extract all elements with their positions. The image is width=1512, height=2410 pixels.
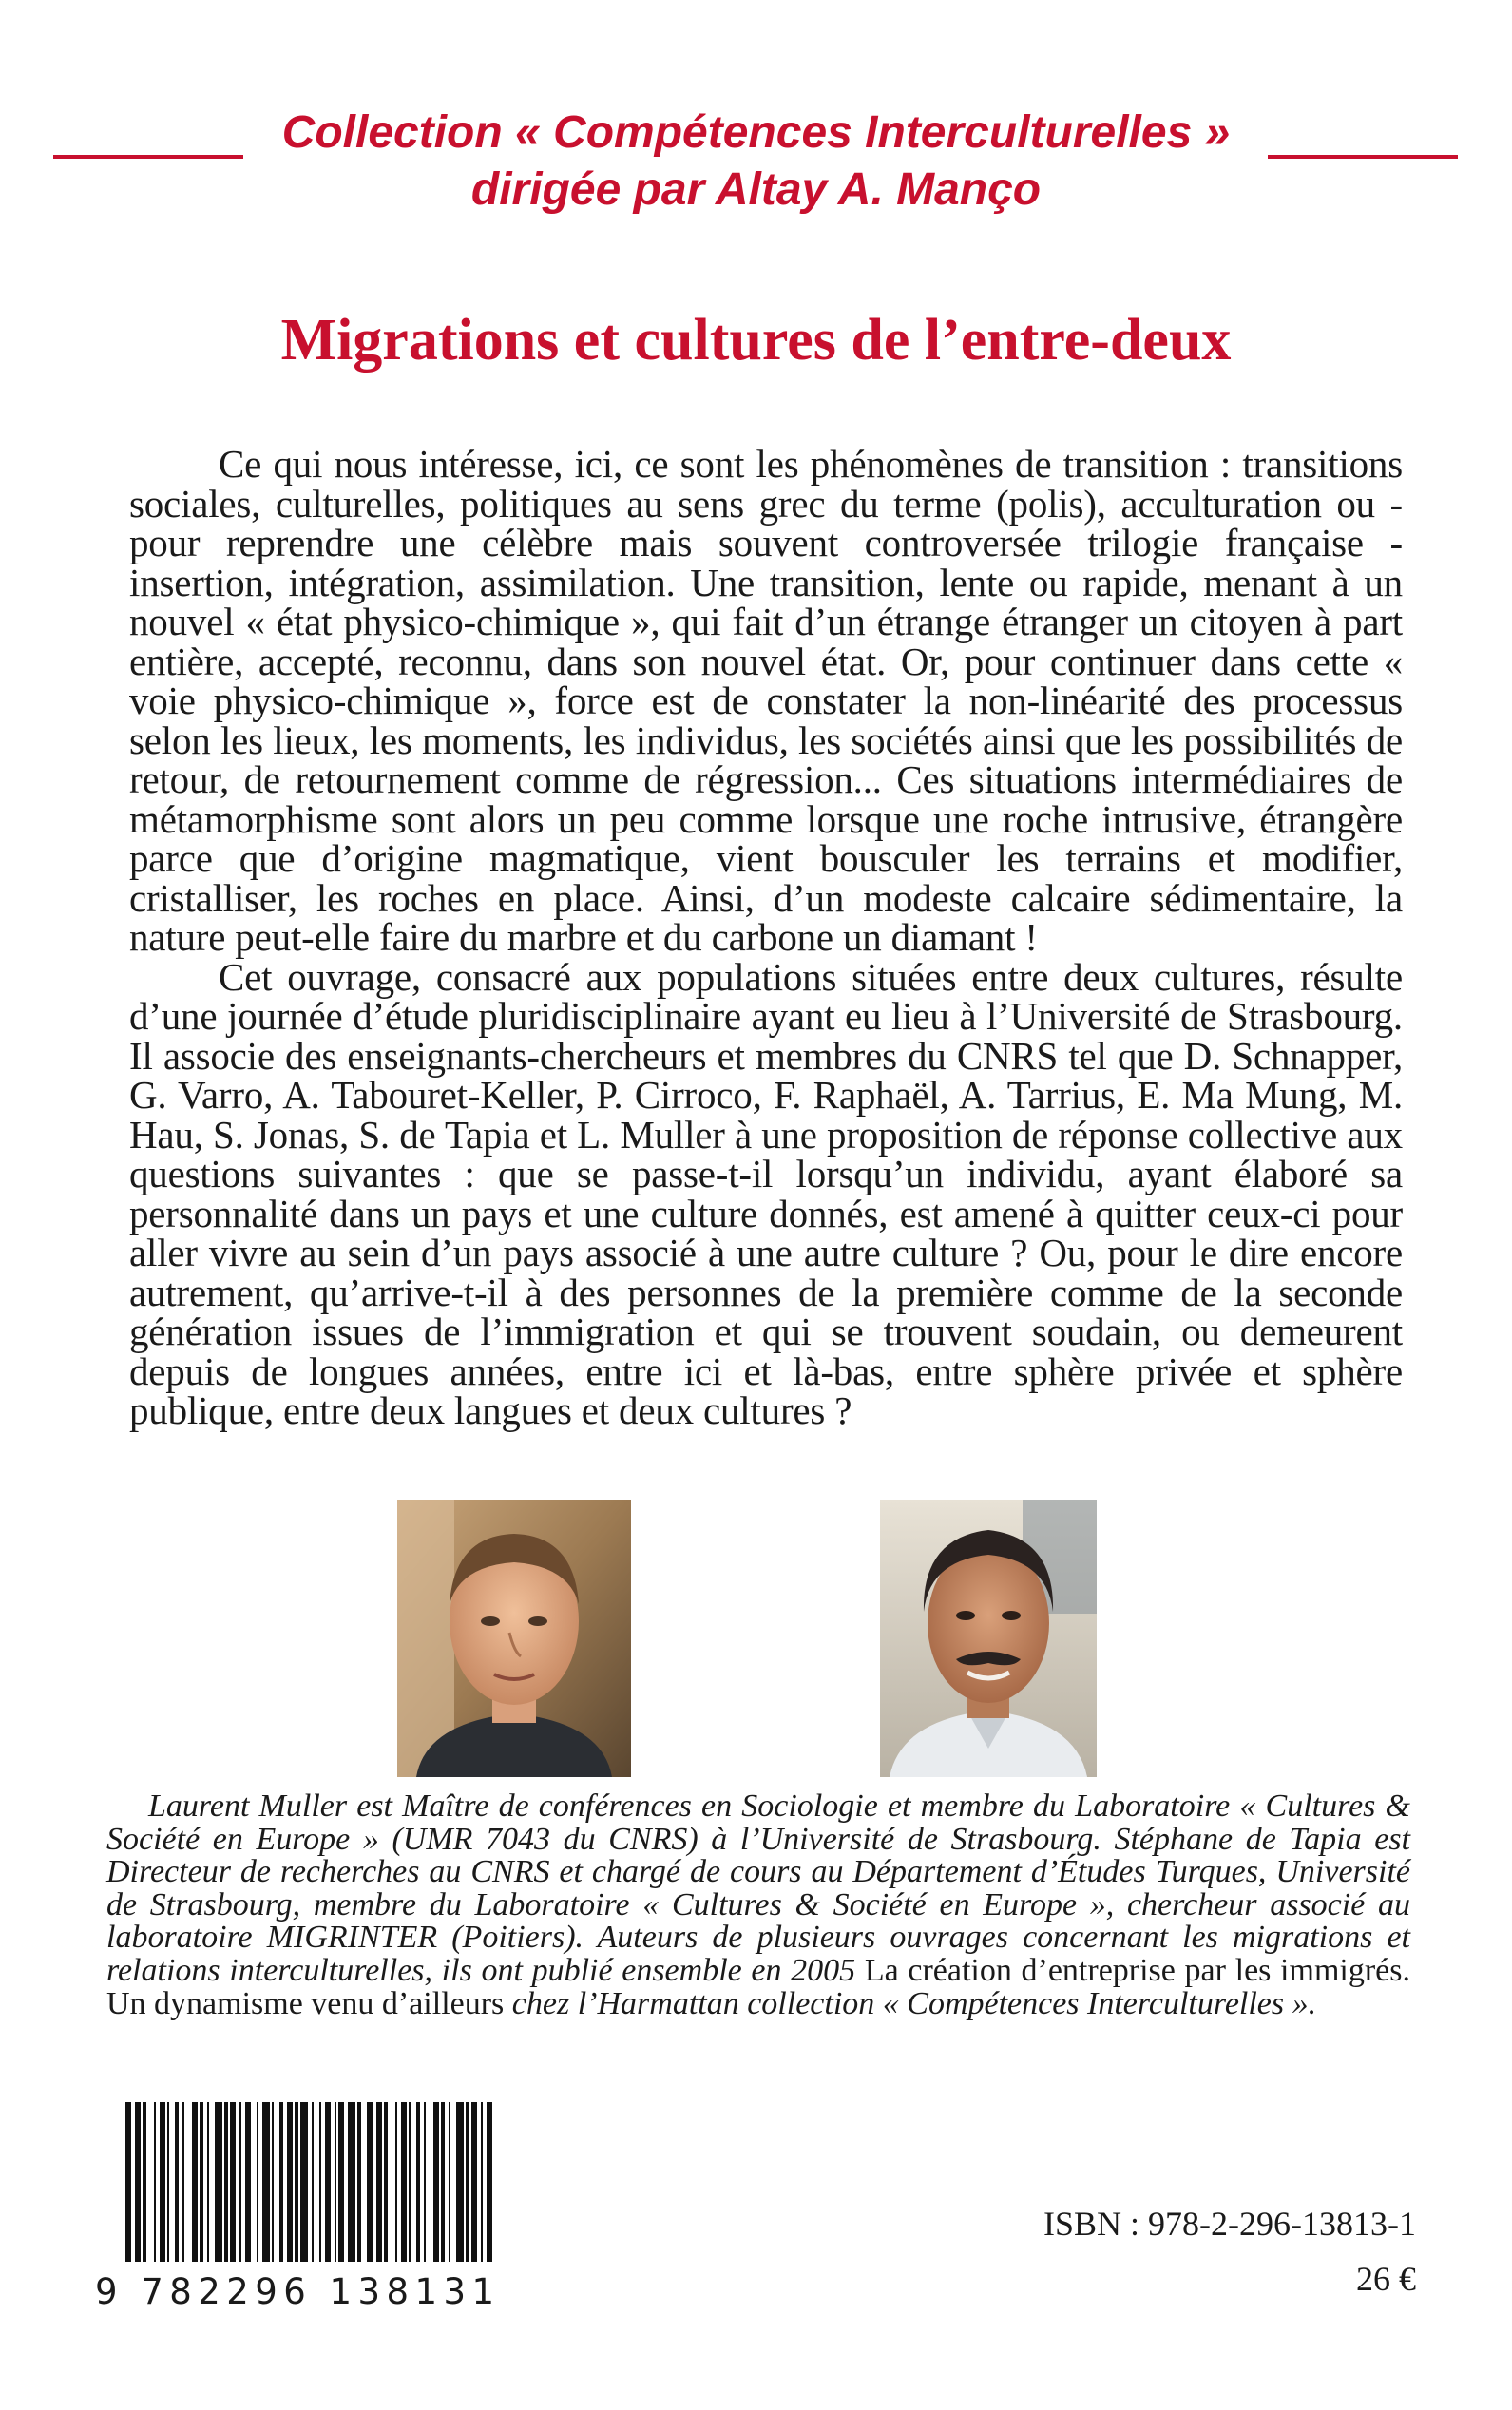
barcode-bar: [200, 2102, 203, 2262]
barcode-bar: [272, 2102, 274, 2262]
barcode-bar: [192, 2102, 198, 2262]
barcode-bar: [300, 2102, 308, 2262]
author-bio: [106, 1790, 1410, 2020]
barcode-bar: [456, 2102, 464, 2262]
bio-book-title: La création d’entreprise par les immigrés. Un dynamisme venu d’ailleurs: [106, 1952, 1410, 2021]
barcode-bar: [409, 2102, 411, 2262]
barcode-bar: [245, 2102, 251, 2262]
barcode-bars: [125, 2102, 492, 2262]
barcode-bar: [348, 2102, 355, 2262]
book-title: Migrations et cultures de l’entre-deux: [280, 308, 1232, 373]
barcode-bar: [395, 2102, 397, 2262]
barcode-bar: [335, 2102, 336, 2262]
barcode-bar: [207, 2102, 209, 2262]
barcode-bar: [424, 2102, 426, 2262]
summary-paragraph-2: Cet ouvrage, consacré aux populations situées entre deux cultures, résulte d’une journée d’étude pluridisciplinaire ayant eu lieu à l’Université de Strasbourg. Il associe des enseignants-chercheurs et membres du CNRS tel que D. Schnapper, G. Varro, A. Tabouret-Keller, P. Cirroco, F. Raphaël, A. Tarrius, E. Ma Mung, M. Hau, S. Jonas, S. de Tapia et L. Muller à une proposition de réponse collective aux questions suivantes : que se passe-t-il lorsqu’un individu, ayant élaboré sa personnalité dans un pays et une culture donnés, est amené à quitter ceux-ci pour aller vivre au sein d’un pays associé à une autre culture ? Ou, pour le dire encore autrement, qu’arrive-t-il à des personnes de la première comme de la seconde génération issues de l’immigration et qui se trouvent soudain, ou demeurent depuis de longues années, entre ici et là-bas, entre sphère privée et sphère publique, entre deux langues et deux cultures ?: [129, 954, 1403, 1432]
price: 26 €: [1356, 2260, 1416, 2298]
barcode-bar: [433, 2102, 439, 2262]
barcode-bar: [143, 2102, 146, 2262]
barcode-bar: [401, 2102, 407, 2262]
barcode-bar: [125, 2102, 131, 2262]
bio-text: Laurent Muller est Maître de conférences en Sociologie et membre du Laboratoire « Cultures & Société en Europe » (UMR 7043 du CNRS) à l’Université de Strasbourg. Stéphane de Tapia est Directeur de recherches au CNRS et chargé de cours au Département d’Études Turques, Université de Strasbourg, membre du Laboratoire « Cultures & Société en Europe », chercheur associé au laboratoire MIGRINTER (Poitiers). Auteurs de plusieurs ouvrages concernant les migrations et relations interculturelles, ils ont publié ensemble en 2005: [106, 1788, 1410, 1988]
barcode-bar: [230, 2102, 236, 2262]
barcode-bar: [135, 2102, 141, 2262]
barcode: [95, 2102, 494, 2311]
barcode-bar: [449, 2102, 450, 2262]
barcode-bar: [224, 2102, 228, 2262]
collection-line: Collection « Compétences Interculturelles »: [281, 107, 1231, 158]
barcode-bar: [154, 2102, 156, 2262]
barcode-bar: [167, 2102, 169, 2262]
barcode-bar: [295, 2102, 298, 2262]
barcode-bar: [287, 2102, 293, 2262]
bio-publisher: chez l’Harmattan collection « Compétences Interculturelles ».: [504, 1985, 1317, 2021]
barcode-bar: [239, 2102, 241, 2262]
barcode-bar: [357, 2102, 361, 2262]
barcode-bar: [481, 2102, 483, 2262]
barcode-bar: [262, 2102, 270, 2262]
barcode-bar: [279, 2102, 283, 2262]
barcode-bar: [376, 2102, 382, 2262]
author-photo-muller: [397, 1500, 631, 1777]
author-photo-de-tapia: [880, 1500, 1097, 1777]
barcode-bar: [312, 2102, 314, 2262]
barcode-bar: [319, 2102, 321, 2262]
barcode-bar: [160, 2102, 165, 2262]
barcode-bar: [367, 2102, 373, 2262]
barcode-bar: [175, 2102, 179, 2262]
barcode-bar: [257, 2102, 258, 2262]
barcode-bar: [338, 2102, 344, 2262]
editor-line: dirigée par Altay A. Mançо: [470, 164, 1042, 215]
barcode-bar: [325, 2102, 331, 2262]
summary-paragraph-1: Ce qui nous intéresse, ici, ce sont les phénomènes de transition : transitions sociales, culturelles, politiques au sens grec du terme (polis), acculturation ou - pour reprendre une célèbre mais souvent controversée trilogie française - insertion, intégration, assimilation. Une transition, lente ou rapide, menant à un nouvel « état physico-chimique », qui fait d’un étrange étranger un citoyen à part entière, accepté, reconnu, dans son nouvel état. Or, pour continuer dans cette « voie physico-chimique », force est de constater la non-linéarité des processus selon les lieux, les moments, les individus, les sociétés ainsi que les possibilités de retour, de retournement comme de régression... Ces situations intermédiaires de métamorphisme sont alors un peu comme lorsque une roche intrusive, étrangère parce que d’origine magmatique, vient bousculer les terrains et modifier, cristalliser, les roches en place. Ainsi, d’un modeste calcaire sédimentaire, la nature peut-elle faire du marbre et du carbone un diamant !: [129, 442, 1403, 959]
summary-text: [129, 442, 1403, 1432]
isbn: ISBN : 978-2-296-13813-1: [1043, 2205, 1416, 2243]
barcode-bar: [182, 2102, 184, 2262]
barcode-bar: [466, 2102, 469, 2262]
barcode-bar: [487, 2102, 492, 2262]
barcode-bar: [441, 2102, 445, 2262]
barcode-bar: [416, 2102, 420, 2262]
barcode-bar: [215, 2102, 222, 2262]
barcode-digits: 9 782296 138131: [95, 2271, 494, 2311]
barcode-bar: [471, 2102, 477, 2262]
barcode-bar: [384, 2102, 388, 2262]
